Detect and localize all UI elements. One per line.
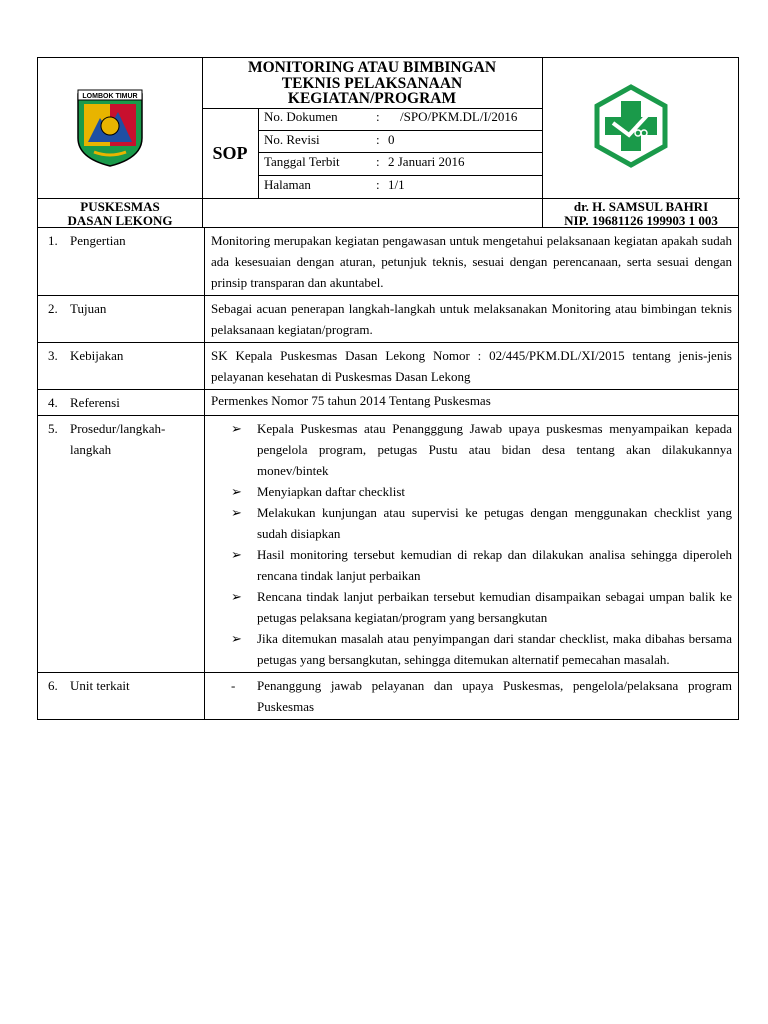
arrow-bullet-icon: ➢ xyxy=(231,631,242,646)
document-title xyxy=(202,60,542,107)
meta-label: No. Dokumen xyxy=(264,109,338,124)
procedure-list xyxy=(211,418,732,670)
table-row xyxy=(38,390,739,416)
sop-document xyxy=(37,57,739,720)
row-label xyxy=(38,296,205,343)
meta-value: 2 Januari 2016 xyxy=(388,154,465,169)
list-item-text: Jika ditemukan masalah atau penyimpangan dari standar checklist, maka dibahas bersama petugas yang bersangkutan, sehingga ditemukan alternatif pemecahan masalah. xyxy=(257,631,732,667)
row-label xyxy=(38,673,205,720)
title-line: TEKNIS PELAKSANAAN xyxy=(281,74,463,92)
row-title: Kebijakan xyxy=(70,348,124,363)
org-line: DASAN LEKONG xyxy=(67,213,173,228)
row-content: Monitoring merupakan kegiatan pengawasan untuk mengetahui pelaksanaan kegiatan apakah sudah ada kesesuaian dengan aturan, petunjuk teknis, sesuai dengan perencanaan, serta sesuai dengan prinsip transparan dan akuntabel. xyxy=(205,228,739,296)
row-number: 5. xyxy=(48,421,58,436)
title-line: MONITORING ATAU BIMBINGAN xyxy=(247,59,497,76)
row-title: Pengertian xyxy=(70,233,126,248)
row-title: Unit terkait xyxy=(70,678,130,693)
table-row xyxy=(38,416,739,673)
meta-colon: : xyxy=(376,177,380,192)
meta-label: Halaman xyxy=(264,177,311,192)
divider xyxy=(258,108,259,199)
unit-list xyxy=(211,675,732,717)
arrow-bullet-icon: ➢ xyxy=(231,547,242,562)
row-label xyxy=(38,228,205,296)
row-content xyxy=(205,673,739,720)
signer-nip: NIP. 19681126 199903 1 003 xyxy=(564,213,718,228)
arrow-bullet-icon: ➢ xyxy=(231,589,242,604)
sop-content-table xyxy=(37,227,739,720)
row-label xyxy=(38,390,205,416)
emblem-text: LOMBOK TIMUR xyxy=(82,93,138,100)
list-item-text: Kepala Puskesmas atau Penangggung Jawab upaya puskesmas menyampaikan kepada pengelola program, petugas Pustu atau bidan desa tentang akan dilakukannya monev/bintek xyxy=(257,421,732,478)
row-number: 2. xyxy=(48,301,58,316)
list-item-text: Melakukan kunjungan atau supervisi ke petugas dengan menggunakan checklist yang sudah disiapkan xyxy=(257,505,732,541)
signer-name: dr. H. SAMSUL BAHRI xyxy=(573,199,709,214)
meta-value: 1/1 xyxy=(388,177,405,192)
table-row xyxy=(38,296,739,343)
meta-label: No. Revisi xyxy=(264,132,320,147)
organization-name xyxy=(38,200,202,228)
row-number: 4. xyxy=(48,395,58,410)
arrow-bullet-icon: ➢ xyxy=(231,484,242,499)
meta-value: 0 xyxy=(388,132,395,147)
table-row xyxy=(38,228,739,296)
list-item xyxy=(231,628,732,670)
meta-colon: : xyxy=(376,132,380,147)
divider xyxy=(258,175,542,176)
arrow-bullet-icon: ➢ xyxy=(231,505,242,520)
list-item-text: Rencana tindak lanjut perbaikan tersebut kemudian disampaikan sebagai umpan balik ke petugas pelaksana kegiatan/program yang bersangkutan xyxy=(257,589,732,625)
puskesmas-logo-icon xyxy=(593,83,669,169)
row-title: Tujuan xyxy=(70,301,107,316)
divider xyxy=(258,152,542,153)
row-content: SK Kepala Puskesmas Dasan Lekong Nomor : 02/445/PKM.DL/XI/2015 tentang jenis-jenis pelayanan kesehatan di Puskesmas Dasan Lekong xyxy=(205,343,739,390)
list-item xyxy=(231,586,732,628)
meta-label: Tanggal Terbit xyxy=(264,154,340,169)
org-line: PUSKESMAS xyxy=(80,199,160,214)
row-content: Permenkes Nomor 75 tahun 2014 Tentang Puskesmas xyxy=(205,390,739,416)
list-item xyxy=(231,481,732,502)
row-label xyxy=(38,416,205,673)
list-item-text: Menyiapkan daftar checklist xyxy=(257,484,405,499)
list-item xyxy=(231,418,732,481)
row-content: Sebagai acuan penerapan langkah-langkah untuk melaksanakan Monitoring atau bimbingan teknis pelaksanaan kegiatan/program. xyxy=(205,296,739,343)
list-item xyxy=(231,675,732,717)
list-item-text: Hasil monitoring tersebut kemudian di rekap dan dilakukan analisa sehingga diperoleh rencana tindak lanjut perbaikan xyxy=(257,547,732,583)
arrow-bullet-icon: ➢ xyxy=(231,421,242,436)
table-row xyxy=(38,343,739,390)
meta-colon: : xyxy=(376,154,380,169)
title-line: KEGIATAN/PROGRAM xyxy=(287,90,457,107)
table-row xyxy=(38,673,739,720)
row-label xyxy=(38,343,205,390)
list-item xyxy=(231,544,732,586)
lombok-timur-emblem-icon xyxy=(74,86,146,168)
meta-colon: : xyxy=(376,109,380,124)
sop-label: SOP xyxy=(212,142,248,163)
row-number: 6. xyxy=(48,678,58,693)
divider xyxy=(202,198,542,199)
row-title: Prosedur/langkah-langkah xyxy=(70,421,166,457)
list-item-text: Penanggung jawab pelayanan dan upaya Puskesmas, pengelola/pelaksana program Puskesmas xyxy=(257,678,732,714)
divider xyxy=(258,130,542,131)
document-header xyxy=(37,57,739,228)
signer-block xyxy=(542,200,740,228)
row-content xyxy=(205,416,739,673)
list-item xyxy=(231,502,732,544)
meta-value: /SPO/PKM.DL/I/2016 xyxy=(400,109,518,124)
row-number: 3. xyxy=(48,348,58,363)
row-title: Referensi xyxy=(70,395,120,410)
row-number: 1. xyxy=(48,233,58,248)
dash-bullet-icon: - xyxy=(231,678,236,693)
